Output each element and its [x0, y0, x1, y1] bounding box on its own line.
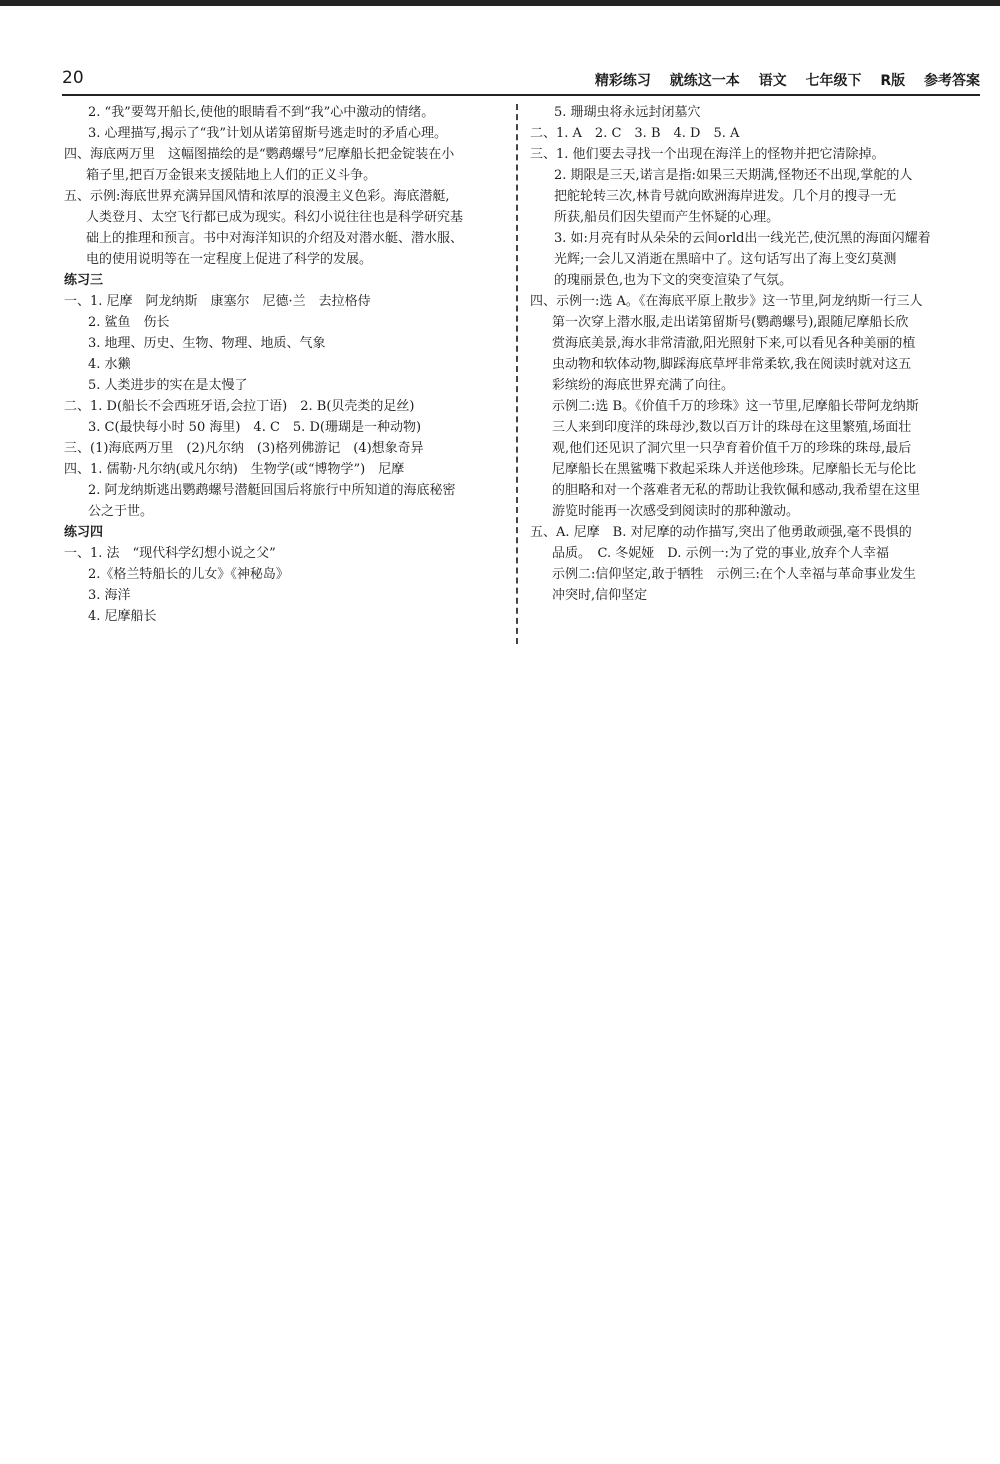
answer-line: 2. 鲨鱼 伤长 [88, 315, 170, 330]
section-title: 练习三 [64, 273, 104, 288]
answer-line: 电的使用说明等在一定程度上促进了科学的发展。 [86, 252, 373, 267]
running-head [581, 70, 980, 90]
answer-line: 观,他们还见识了洞穴里一只孕育着价值千万的珍珠的珠母,最后 [552, 441, 912, 456]
answer-line: 彩缤纷的海底世界充满了向往。 [552, 378, 735, 393]
answer-line: 4. 尼摩船长 [88, 609, 157, 624]
answer-line: 2. 期限是三天,诺言是指:如果三天期满,怪物还不出现,掌舵的人 [554, 168, 913, 183]
answer-line: 光辉;一会儿又消逝在黑暗中了。这句话写出了海上变幻莫测 [554, 252, 897, 267]
answer-line: 5. 人类进步的实在是太慢了 [88, 378, 248, 393]
answer-line: 尼摩船长在黑鲨嘴下救起采珠人并送他珍珠。尼摩船长无与伦比 [552, 462, 917, 477]
answer-line: 品质。 C. 冬妮娅 D. 示例一:为了党的事业,放弃个人幸福 [552, 546, 889, 561]
answer-line: 五、示例:海底世界充满异国风情和浓厚的浪漫主义色彩。海底潜艇, [64, 189, 450, 204]
answer-line: 示例二:信仰坚定,敢于牺牲 示例三:在个人幸福与革命事业发生 [552, 567, 916, 582]
answer-line: 第一次穿上潜水服,走出诺第留斯号(鹦鹉螺号),跟随尼摩船长欣 [552, 315, 909, 330]
running-head-edition: R版 [880, 73, 906, 89]
answer-line: 2.《格兰特船长的儿女》《神秘岛》 [88, 567, 289, 582]
answer-line: 人类登月、太空飞行都已成为现实。科幻小说往往也是科学研究基 [86, 210, 464, 225]
left-column [64, 102, 504, 627]
page-header [62, 66, 980, 96]
answer-line: 把舵轮转三次,林肯号就向欧洲海岸进发。几个月的搜寻一无 [554, 189, 897, 204]
answer-line: 五、A. 尼摩 B. 对尼摩的动作描写,突出了他勇敢顽强,毫不畏惧的 [530, 525, 912, 540]
answer-line: 示例二:选 B。《价值千万的珍珠》这一节里,尼摩船长带阿龙纳斯 [552, 399, 919, 414]
answer-line: 3. 地理、历史、生物、物理、地质、气象 [88, 336, 326, 351]
answer-line: 4. 水獭 [88, 357, 131, 372]
answer-line: 3. 心理描写,揭示了“我”计划从诺第留斯号逃走时的矛盾心理。 [88, 126, 447, 141]
answer-line: 的胆略和对一个落难者无私的帮助让我钦佩和感动,我希望在这里 [552, 483, 921, 498]
answer-line: 游览时能再一次感受到阅读时的那种激动。 [552, 504, 800, 519]
section-title: 练习四 [64, 525, 104, 540]
answer-line: 赏海底美景,海水非常清澈,阳光照射下来,可以看见各种美丽的植 [552, 336, 916, 351]
column-divider [516, 104, 518, 644]
answer-line: 二、1. A 2. C 3. B 4. D 5. A [530, 126, 740, 141]
running-head-slogan: 就练这一本 [669, 73, 740, 89]
page-number: 20 [62, 68, 84, 88]
answer-line: 的瑰丽景色,也为下文的突变渲染了气氛。 [554, 273, 793, 288]
running-head-series: 精彩练习 [594, 73, 651, 89]
running-head-grade: 七年级下 [805, 73, 862, 89]
answer-line: 冲突时,信仰坚定 [552, 588, 648, 603]
answer-line: 2. 阿龙纳斯逃出鹦鹉螺号潜艇回国后将旅行中所知道的海底秘密 [88, 483, 456, 498]
answer-line: 三、(1)海底两万里 (2)凡尔纳 (3)格列佛游记 (4)想象奇异 [64, 441, 424, 456]
answer-line: 3. C(最快每小时 50 海里) 4. C 5. D(珊瑚是一种动物) [88, 420, 422, 435]
answer-line: 四、1. 儒勒·凡尔纳(或凡尔纳) 生物学(或“博物学”) 尼摩 [64, 462, 405, 477]
answer-line: 二、1. D(船长不会西班牙语,会拉丁语) 2. B(贝壳类的足丝) [64, 399, 415, 414]
right-column [530, 102, 980, 606]
answer-line: 虫动物和软体动物,脚踩海底草坪非常柔软,我在阅读时就对这五 [552, 357, 912, 372]
answer-line: 四、海底两万里 这幅图描绘的是“鹦鹉螺号”尼摩船长把金锭装在小 [64, 147, 455, 162]
answer-line: 础上的推理和预言。书中对海洋知识的介绍及对潜水艇、潜水服、 [86, 231, 464, 246]
answer-line: 3. 如:月亮有时从朵朵的云间orld出一线光芒,使沉黑的海面闪耀着 [554, 231, 931, 246]
answer-line: 5. 珊瑚虫将永远封闭墓穴 [554, 105, 701, 120]
answer-line: 公之于世。 [88, 504, 154, 519]
answer-line: 所获,船员们因失望而产生怀疑的心理。 [554, 210, 780, 225]
answer-line: 三、1. 他们要去寻找一个出现在海洋上的怪物并把它清除掉。 [530, 147, 885, 162]
running-head-answers: 参考答案 [924, 73, 980, 89]
answer-line: 2. “我”要驾开船长,使他的眼睛看不到“我”心中激动的情绪。 [88, 105, 435, 120]
answer-line: 三人来到印度洋的珠母沙,数以百万计的珠母在这里繁殖,场面壮 [552, 420, 912, 435]
answer-line: 箱子里,把百万金银来支援陆地上人们的正义斗争。 [86, 168, 377, 183]
answer-line: 3. 海洋 [88, 588, 131, 603]
answer-line: 四、示例一:选 A。《在海底平原上散步》这一节里,阿龙纳斯一行三人 [530, 294, 923, 309]
top-edge-bar [0, 0, 1000, 6]
running-head-subject: 语文 [758, 73, 787, 89]
answer-line: 一、1. 尼摩 阿龙纳斯 康塞尔 尼德·兰 去拉格侍 [64, 294, 371, 309]
answer-line: 一、1. 法 “现代科学幻想小说之父” [64, 546, 276, 561]
